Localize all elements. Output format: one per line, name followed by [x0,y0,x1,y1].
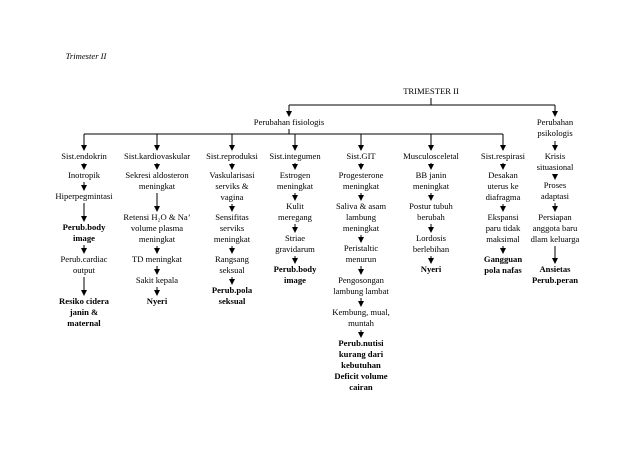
flow-node: Pengosongan lambung lambat [333,275,389,296]
flow-node: Resiko cidera janin & maternal [59,296,109,328]
flow-node: Desakan uterus ke diafragma [485,170,521,202]
flow-node: Nyeri [146,296,168,306]
flow-node: Lordosis berlebihan [412,233,450,254]
flow-node: Persiapan anggota baru dlam keluarga [530,212,580,244]
branch-physiological: Perubahan fisiologis [253,117,325,127]
flow-node: Saliva & asam lambung meningkat [335,201,387,233]
branch-psychological: Perubahan psikologis [536,117,574,138]
column-header: Sist.endokrin [61,151,107,161]
column-header: Krisis situasional [536,151,574,172]
flow-node: Kulit meregang [278,201,312,222]
flow-node: TD meningkat [132,254,182,264]
flow-node: Retensi H₂O & Naʼ volume plasma meningkat [123,212,191,244]
flow-node: Inotropik [68,170,100,180]
column-header: Sist.kardiovaskular [123,151,191,161]
flow-node: Progesterone meningkat [338,170,384,191]
column-header: Sist.GIT [346,151,376,161]
flow-node: Sensifitas serviks meningkat [213,212,251,244]
flow-node: Perub.nutisi kurang dari kebutuhan Deficit volume cairan [334,338,388,392]
flow-node: Striae gravidarum [275,233,315,254]
flow-node: Gangguan pola nafas [483,254,523,275]
flow-node: Peristaltic menurun [343,243,379,264]
flow-node: Ekspansi paru tidak maksimal [485,212,521,244]
flow-node: Proses adaptasi [540,180,570,201]
flow-node: Postur tubuh berubah [409,201,453,222]
page-heading: Trimester II [65,51,107,61]
column-header: Sist.reproduksi [206,151,258,161]
flow-node: Hiperpegmintasi [55,191,113,201]
flow-node: Vaskularisasi serviks & vagina [209,170,255,202]
flow-node: Kembung, mual, muntah [332,307,390,328]
flow-node: Perub.body image [273,264,317,285]
flow-node: Perub.pola seksual [211,285,253,306]
flow-node: Nyeri [420,264,442,274]
flow-node: Perub.cardiac output [60,254,108,275]
flow-node: Estrogen meningkat [276,170,314,191]
column-header: Sist.integumen [269,151,321,161]
flow-node: Rangsang seksual [215,254,249,275]
flow-node: Sekresi aldosteron meningkat [125,170,189,191]
root-node: TRIMESTER II [403,86,459,96]
column-header: Musculosceletal [403,151,459,161]
flow-node: Sakit kepala [135,275,179,285]
flow-node: BB janin meningkat [412,170,450,191]
flow-node: Ansietas Perub.peran [531,264,579,285]
column-header: Sist.respirasi [480,151,526,161]
flow-node: Perub.body image [62,222,106,243]
